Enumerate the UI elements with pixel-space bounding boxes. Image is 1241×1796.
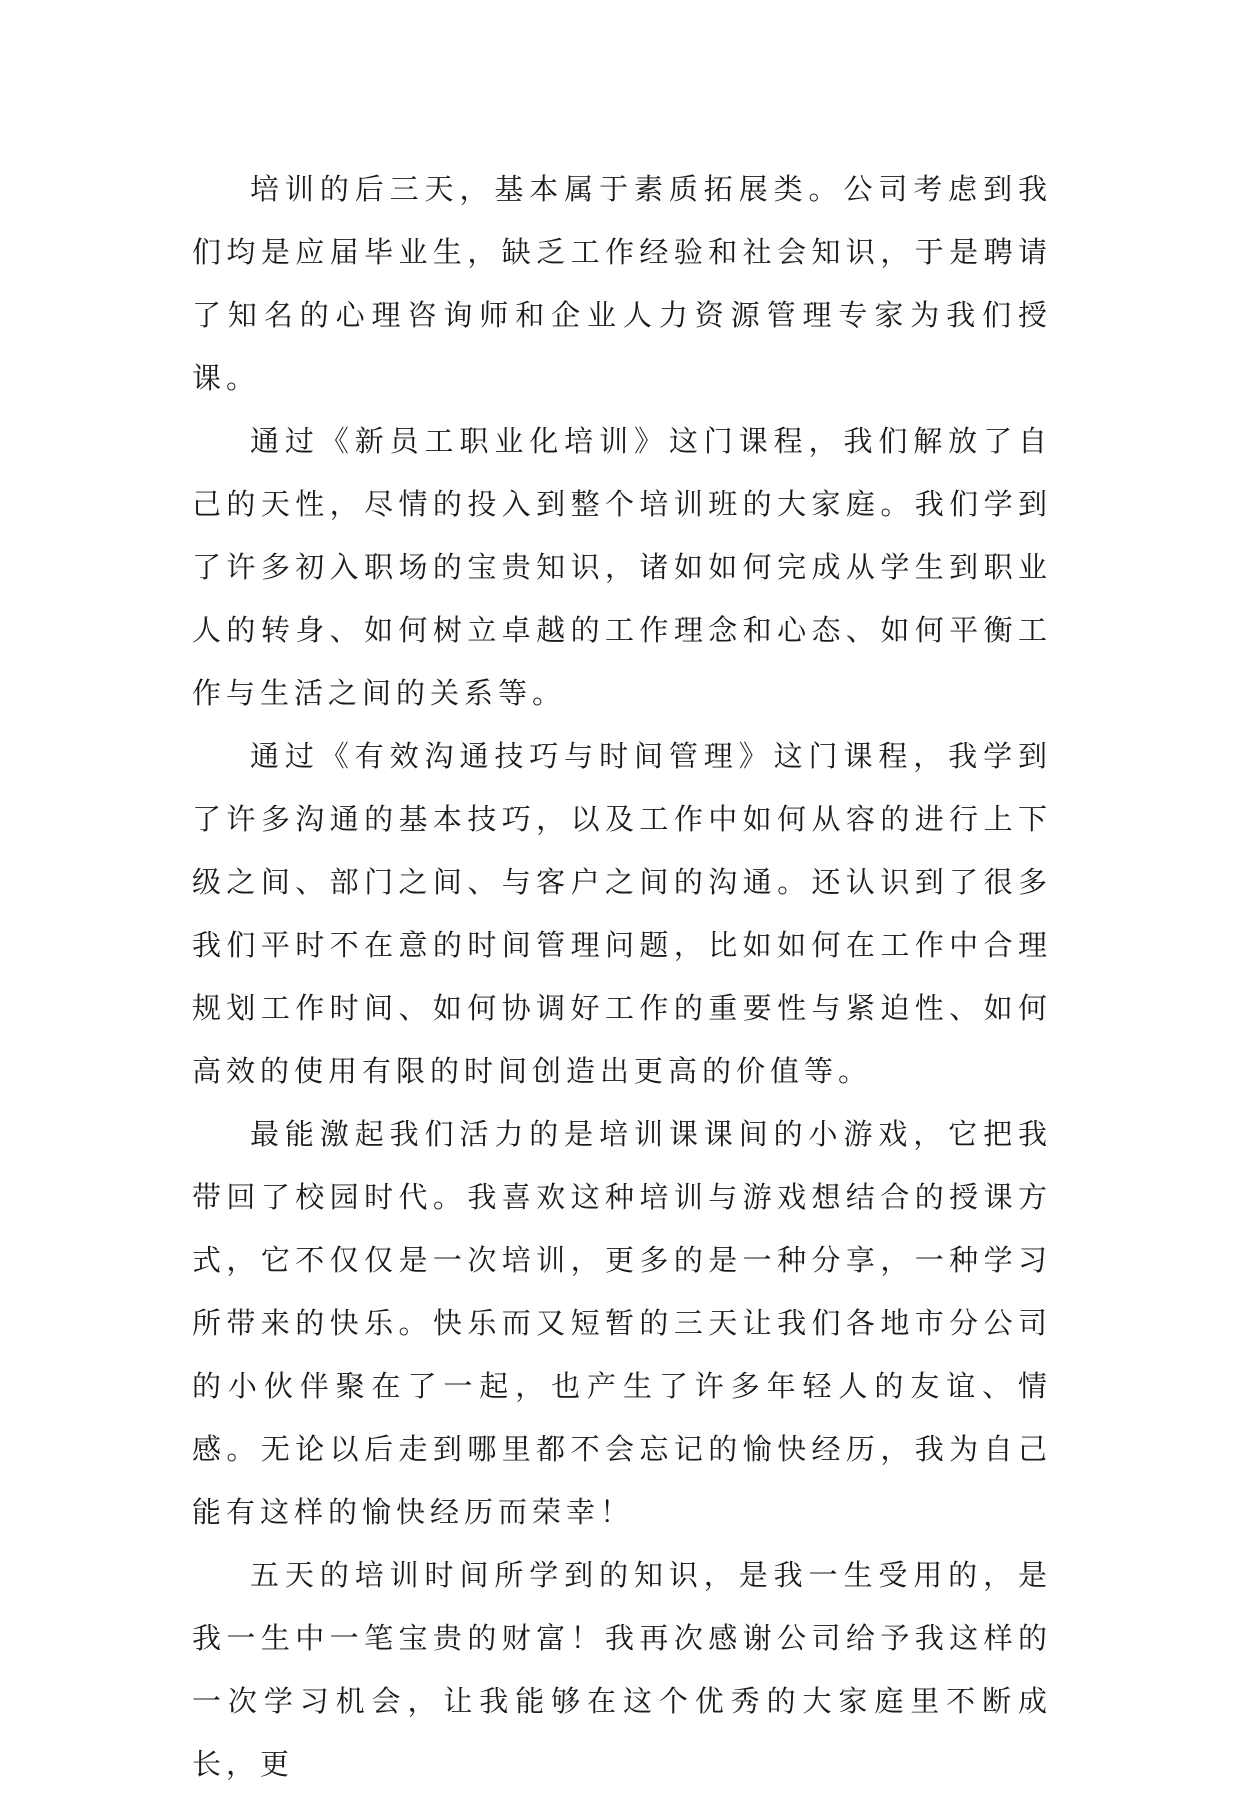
paragraph-2: 通过《新员工职业化培训》这门课程，我们解放了自己的天性，尽情的投入到整个培训班的大家庭。我们学到了许多初入职场的宝贵知识，诸如如何完成从学生到职业人的转身、如何树立卓越的工作理念和心态、如何平衡工作与生活之间的关系等。 bbox=[192, 424, 1052, 710]
paragraph-5: 五天的培训时间所学到的知识，是我一生受用的，是我一生中一笔宝贵的财富！我再次感谢公司给予我这样的一次学习机会，让我能够在这个优秀的大家庭里不断成长，更 bbox=[192, 1558, 1052, 1781]
document-body bbox=[192, 158, 1052, 1796]
paragraph-1: 培训的后三天，基本属于素质拓展类。公司考虑到我们均是应届毕业生，缺乏工作经验和社会知识，于是聘请了知名的心理咨询师和企业人力资源管理专家为我们授课。 bbox=[192, 172, 1052, 395]
paragraph-3: 通过《有效沟通技巧与时间管理》这门课程，我学到了许多沟通的基本技巧，以及工作中如何从容的进行上下级之间、部门之间、与客户之间的沟通。还认识到了很多我们平时不在意的时间管理问题，比如如何在工作中合理规划工作时间、如何协调好工作的重要性与紧迫性、如何高效的使用有限的时间创造出更高的价值等。 bbox=[192, 739, 1052, 1088]
paragraph-4: 最能激起我们活力的是培训课课间的小游戏，它把我带回了校园时代。我喜欢这种培训与游戏想结合的授课方式，它不仅仅是一次培训，更多的是一种分享，一种学习所带来的快乐。快乐而又短暂的三天让我们各地市分公司的小伙伴聚在了一起，也产生了许多年轻人的友谊、情感。无论以后走到哪里都不会忘记的愉快经历，我为自己能有这样的愉快经历而荣幸！ bbox=[192, 1117, 1052, 1529]
